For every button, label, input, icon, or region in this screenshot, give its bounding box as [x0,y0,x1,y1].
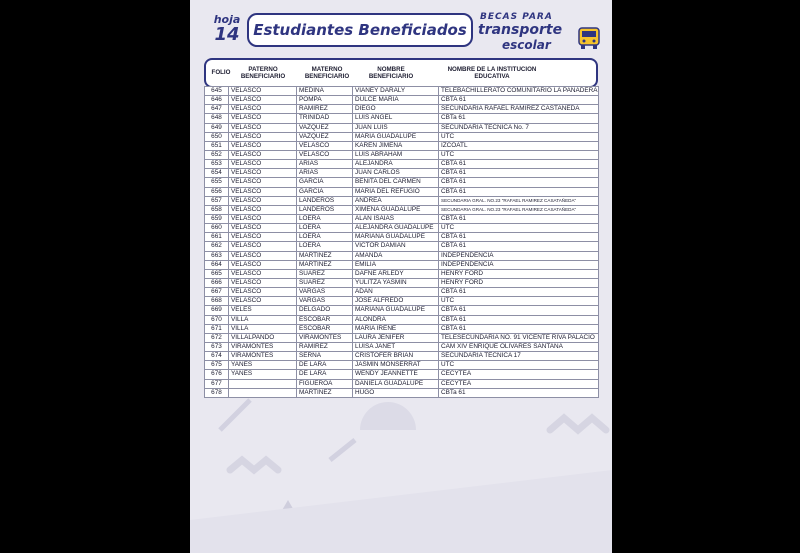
cell-nombre: MARIA IRENE [353,324,439,333]
cell-institucion: UTC [439,361,599,370]
cell-nombre: JUAN CARLOS [353,169,439,178]
table-header [204,58,598,88]
cell-materno: MARTINEZ [297,388,353,397]
cell-materno: LANDEROS [297,205,353,214]
cell-paterno: VILLA [229,315,297,324]
cell-folio: 651 [205,141,229,150]
cell-materno: ESCOBAR [297,315,353,324]
cell-folio: 661 [205,233,229,242]
cell-nombre: BENITA DEL CARMEN [353,178,439,187]
cell-paterno: VIRAMONTES [229,352,297,361]
cell-folio: 666 [205,278,229,287]
cell-materno: TRINIDAD [297,114,353,123]
cell-institucion: INDEPENDENCIA [439,251,599,260]
cell-nombre: MARIA DEL REFUGIO [353,187,439,196]
cell-nombre: XIMENA GUADALUPE [353,205,439,214]
table-row [205,196,599,205]
column-header-materno: MATERNO BENEFICIARIO [304,65,350,80]
cell-paterno: VELASCO [229,132,297,141]
cell-nombre: DAFNE ARLEDY [353,269,439,278]
cell-institucion: CBTA 61 [439,324,599,333]
cell-paterno: VILLALPANDO [229,333,297,342]
bus-icon [578,26,600,50]
cell-institucion: CBTa 61 [439,114,599,123]
cell-institucion: TELEBACHILLERATO COMUNITARIO LA PANADERA [439,87,599,96]
table-row [205,141,599,150]
cell-paterno: VELASCO [229,260,297,269]
cell-nombre: DULCE MARIA [353,96,439,105]
cell-nombre: CRISTOFER BRIAN [353,352,439,361]
page-title: Estudiantes Beneficiados [247,13,473,47]
cell-nombre: VICTOR DAMIAN [353,242,439,251]
cell-nombre: JASMIN MONSERRAT [353,361,439,370]
cell-paterno: VILLA [229,324,297,333]
cell-paterno [229,388,297,397]
cell-nombre: MARIANA GUADALUPE [353,233,439,242]
cell-paterno: VELASCO [229,169,297,178]
table-row [205,123,599,132]
cell-institucion: CBTA 61 [439,315,599,324]
table-row [205,342,599,351]
cell-materno: MARTINEZ [297,251,353,260]
cell-folio: 647 [205,105,229,114]
table-row [205,324,599,333]
table-row [205,352,599,361]
cell-folio: 660 [205,224,229,233]
page-number-value: 14 [214,24,240,45]
cell-materno: LOERA [297,242,353,251]
cell-materno: RAMIREZ [297,342,353,351]
cell-nombre: MARIANA GUADALUPE [353,306,439,315]
cell-institucion: HENRY FORD [439,278,599,287]
column-header-institucion: NOMBRE DE LA INSTITUCION EDUCATIVA [447,65,537,80]
cell-paterno: VELASCO [229,141,297,150]
cell-paterno: VELASCO [229,205,297,214]
cell-materno: LOERA [297,233,353,242]
cell-materno: VELASCO [297,141,353,150]
cell-materno: VARGAS [297,288,353,297]
cell-institucion: SECUNDARIA TECNICA 17 [439,352,599,361]
cell-folio: 656 [205,187,229,196]
cell-folio: 659 [205,214,229,223]
cell-folio: 670 [205,315,229,324]
logo-line-3: escolar [502,38,551,52]
cell-folio: 662 [205,242,229,251]
cell-folio: 652 [205,150,229,159]
cell-folio: 653 [205,160,229,169]
cell-folio: 657 [205,196,229,205]
cell-materno: DELGADO [297,306,353,315]
cell-nombre: LUIS ABRAHAM [353,150,439,159]
becas-logo [480,12,605,56]
cell-paterno: VELASCO [229,96,297,105]
cell-materno: DE LARA [297,361,353,370]
cell-paterno: YAÑES [229,370,297,379]
cell-nombre: ALAN ISAIAS [353,214,439,223]
logo-line-1: BECAS PARA [480,12,553,22]
cell-materno: SUAREZ [297,278,353,287]
cell-institucion: CECYTEA [439,379,599,388]
cell-institucion: UTC [439,150,599,159]
cell-materno: GARCIA [297,187,353,196]
cell-materno: VARGAS [297,297,353,306]
cell-folio: 673 [205,342,229,351]
table-row [205,269,599,278]
cell-folio: 669 [205,306,229,315]
cell-institucion: CBTA 61 [439,96,599,105]
cell-folio: 654 [205,169,229,178]
table-row [205,306,599,315]
cell-nombre: ALEJANDRA [353,160,439,169]
cell-folio: 664 [205,260,229,269]
cell-institucion: CBTA 61 [439,306,599,315]
cell-nombre: DANIELA GUADALUPE [353,379,439,388]
cell-paterno: VELASCO [229,87,297,96]
cell-institucion: SECUNDARIA RAFAEL RAMIREZ CASTAÑEDA [439,105,599,114]
cell-folio: 645 [205,87,229,96]
cell-folio: 667 [205,288,229,297]
cell-institucion: SECUNDARIA GRAL. NO.23 "RAFAEL RAMIREZ CASATAÑEDA" [439,196,599,205]
cell-nombre: AMANDA [353,251,439,260]
cell-materno: RAMIREZ [297,105,353,114]
cell-paterno: VELASCO [229,278,297,287]
cell-nombre: DIEGO [353,105,439,114]
cell-paterno: VELASCO [229,114,297,123]
table-row [205,205,599,214]
cell-folio: 650 [205,132,229,141]
cell-materno: DE LARA [297,370,353,379]
cell-materno: FIGUEROA [297,379,353,388]
cell-institucion: IZCOATL [439,141,599,150]
table-row [205,233,599,242]
cell-institucion: UTC [439,224,599,233]
cell-institucion: CBTA 61 [439,187,599,196]
cell-institucion: UTC [439,132,599,141]
table-row [205,224,599,233]
table-row [205,187,599,196]
cell-materno: SERNA [297,352,353,361]
cell-folio: 665 [205,269,229,278]
cell-materno: SUAREZ [297,269,353,278]
cell-institucion: SECUNDARIA GRAL. NO.23 "RAFAEL RAMIREZ CASATAÑEDA" [439,205,599,214]
cell-materno: ARIAS [297,160,353,169]
cell-folio: 678 [205,388,229,397]
cell-folio: 676 [205,370,229,379]
cell-folio: 675 [205,361,229,370]
cell-folio: 649 [205,123,229,132]
cell-nombre: ALEJANDRA GUADALUPE [353,224,439,233]
logo-line-2: transporte [478,22,563,38]
cell-institucion: SECUNDARIA TECNICA No. 7 [439,123,599,132]
cell-paterno: VELASCO [229,214,297,223]
cell-nombre: JOSE ALFREDO [353,297,439,306]
cell-paterno: VELASCO [229,288,297,297]
table-row [205,388,599,397]
table-row [205,160,599,169]
cell-institucion: CBTA 61 [439,288,599,297]
table-row [205,278,599,287]
table-row [205,361,599,370]
table-row [205,242,599,251]
table-row [205,370,599,379]
table-row [205,288,599,297]
table-row [205,260,599,269]
cell-paterno [229,379,297,388]
cell-nombre: EMILIA [353,260,439,269]
cell-nombre: LUIS ANGEL [353,114,439,123]
cell-nombre: MARIA GUADALUPE [353,132,439,141]
cell-nombre: KAREN JIMENA [353,141,439,150]
cell-institucion: CBTa 61 [439,388,599,397]
cell-materno: GARCIA [297,178,353,187]
cell-materno: LOERA [297,224,353,233]
cell-folio: 655 [205,178,229,187]
cell-folio: 648 [205,114,229,123]
cell-nombre: VIANEY DARALY [353,87,439,96]
cell-paterno: VELASCO [229,242,297,251]
cell-paterno: VELASCO [229,269,297,278]
page-number [202,14,252,44]
cell-materno: VAZQUEZ [297,123,353,132]
cell-institucion: CBTA 61 [439,160,599,169]
cell-nombre: ALONDRA [353,315,439,324]
cell-materno: VIRAMONTES [297,333,353,342]
cell-nombre: JUAN LUIS [353,123,439,132]
table-row [205,297,599,306]
cell-materno: LANDEROS [297,196,353,205]
cell-folio: 672 [205,333,229,342]
table-row [205,315,599,324]
table-row [205,251,599,260]
table-row [205,333,599,342]
cell-paterno: VELASCO [229,105,297,114]
cell-paterno: VELASCO [229,150,297,159]
cell-paterno: VELASCO [229,160,297,169]
cell-paterno: VELASCO [229,178,297,187]
cell-institucion: CECYTEA [439,370,599,379]
cell-paterno: VELASCO [229,187,297,196]
cell-institucion: INDEPENDENCIA [439,260,599,269]
table-row [205,169,599,178]
cell-institucion: HENRY FORD [439,269,599,278]
cell-paterno: VELASCO [229,251,297,260]
cell-institucion: CAM XIV ENRIQUE OLIVARES SANTANA [439,342,599,351]
table-row [205,105,599,114]
cell-materno: ARIAS [297,169,353,178]
cell-nombre: ADAN [353,288,439,297]
cell-nombre: ANDREA [353,196,439,205]
cell-paterno: VELASCO [229,196,297,205]
cell-paterno: VELES [229,306,297,315]
cell-institucion: CBTA 61 [439,242,599,251]
table-row [205,214,599,223]
cell-paterno: VELASCO [229,233,297,242]
cell-institucion: CBTA 61 [439,169,599,178]
table-row [205,87,599,96]
cell-nombre: YULITZA YASMIN [353,278,439,287]
cell-paterno: YAÑES [229,361,297,370]
column-header-nombre: NOMBRE BENEFICIARIO [368,65,414,80]
cell-folio: 674 [205,352,229,361]
cell-materno: POMPA [297,96,353,105]
cell-materno: LOERA [297,214,353,223]
cell-nombre: LUISA JANET [353,342,439,351]
cell-materno: MARTINEZ [297,260,353,269]
cell-folio: 671 [205,324,229,333]
page-number-label: hoja [213,13,241,26]
cell-folio: 658 [205,205,229,214]
table-row [205,379,599,388]
table-row [205,150,599,159]
beneficiaries-table [204,86,599,398]
column-header-paterno: PATERNO BENEFICIARIO [240,65,286,80]
cell-materno: ESCOBAR [297,324,353,333]
cell-institucion: TELESECUNDARIA NO. 91 VICENTE RIVA PALACIO [439,333,599,342]
cell-institucion: CBTA 61 [439,178,599,187]
table-row [205,96,599,105]
cell-nombre: WENDY JEANNETTE [353,370,439,379]
cell-paterno: VIRAMONTES [229,342,297,351]
table-row [205,178,599,187]
document-page [190,0,612,553]
cell-nombre: HUGO [353,388,439,397]
table-row [205,132,599,141]
cell-materno: VAZQUEZ [297,132,353,141]
cell-folio: 668 [205,297,229,306]
cell-folio: 677 [205,379,229,388]
table-row [205,114,599,123]
cell-nombre: LAURA JENIFER [353,333,439,342]
cell-institucion: UTC [439,297,599,306]
cell-paterno: VELASCO [229,123,297,132]
column-header-folio: FOLIO [211,69,231,77]
cell-materno: MEDINA [297,87,353,96]
cell-paterno: VELASCO [229,297,297,306]
cell-folio: 646 [205,96,229,105]
cell-materno: VELASCO [297,150,353,159]
cell-paterno: VELASCO [229,224,297,233]
cell-folio: 663 [205,251,229,260]
cell-institucion: CBTA 61 [439,214,599,223]
cell-institucion: CBTA 61 [439,233,599,242]
